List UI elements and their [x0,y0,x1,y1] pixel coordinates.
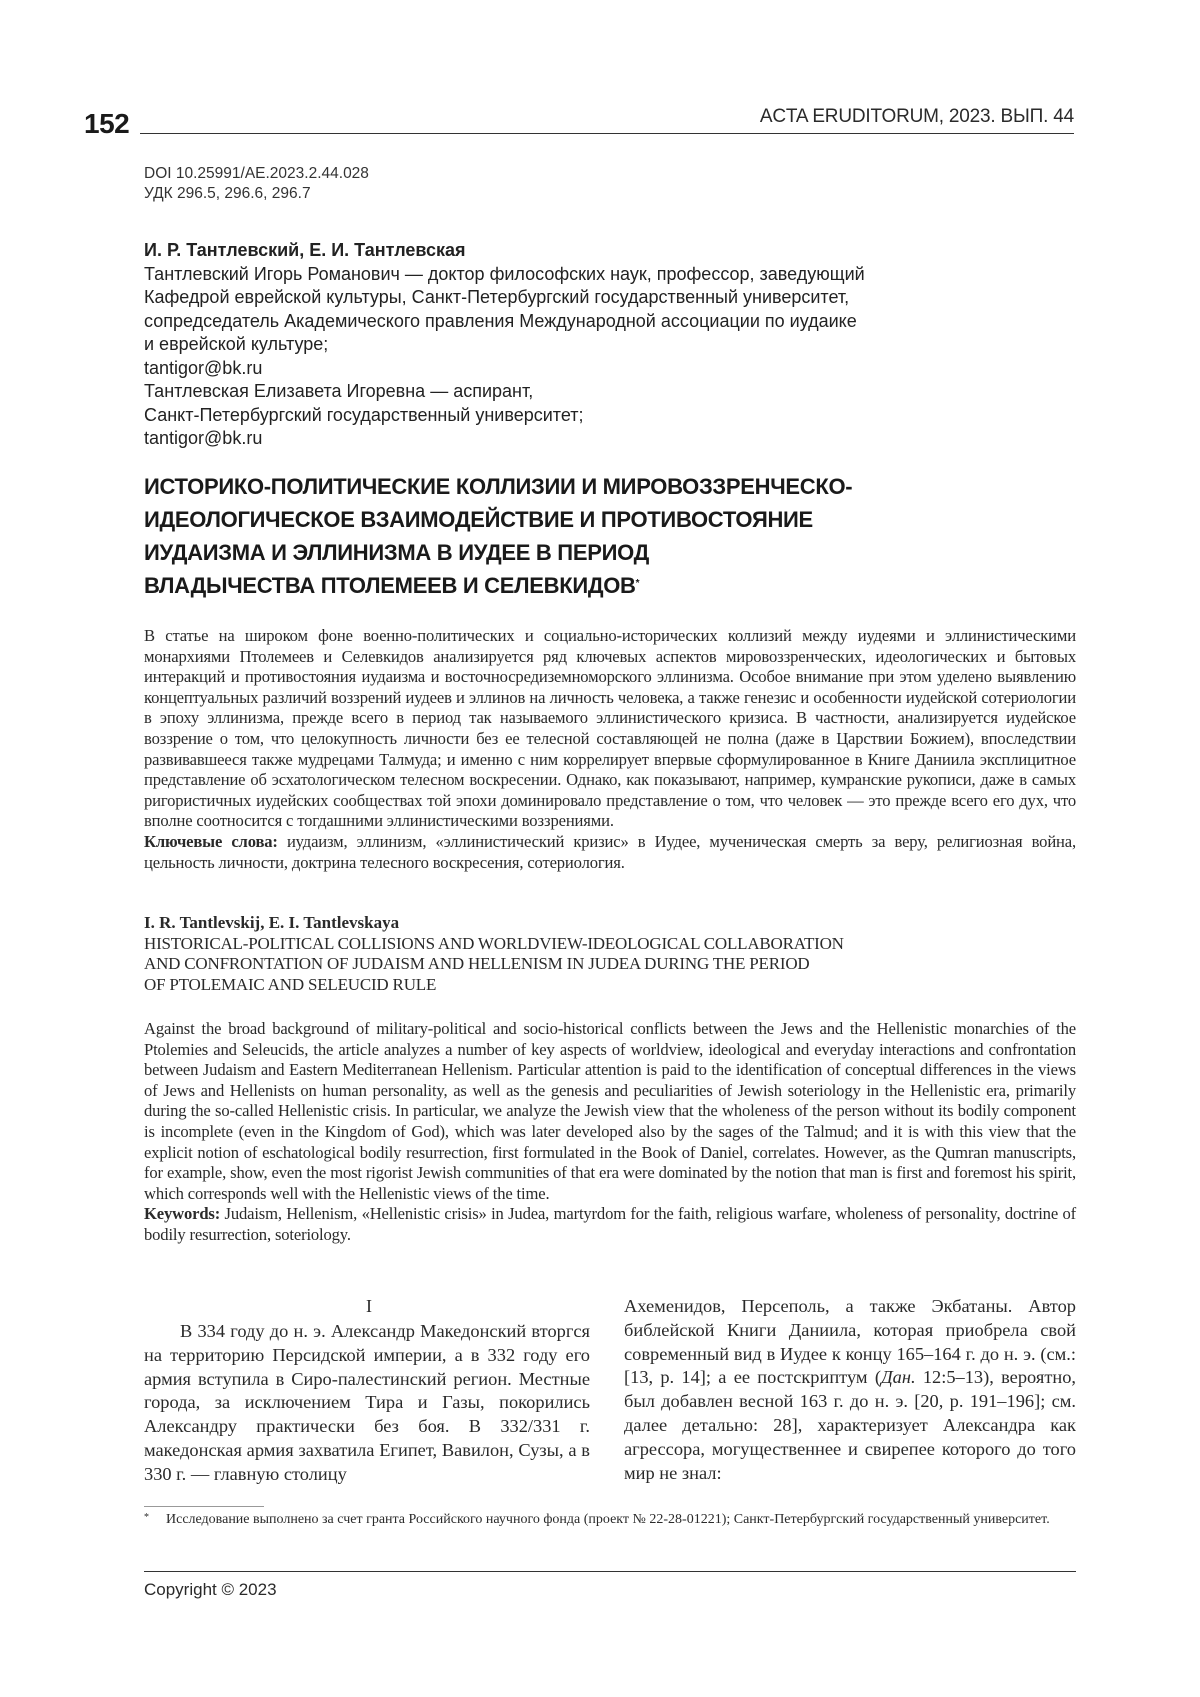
author-affiliation-line: Тантлевская Елизавета Игоревна — аспирант, [144,381,534,401]
doi: DOI 10.25991/AE.2023.2.44.028 [144,165,369,182]
title-en-line: AND CONFRONTATION OF JUDAISM AND HELLENISM IN JUDEA DURING THE PERIOD [144,954,810,974]
footnote-mark: * [144,1512,149,1523]
author-names-en: I. R. Tantlevskij, E. I. Tantlevskaya [144,913,400,932]
section-number: I [366,1296,372,1316]
keywords-en: Judaism, Hellenism, «Hellenistic crisis» in Judea, martyrdom for the faith, religious warfare, wholeness of personality, doctrine of bodily resurrection, soteriology. [144,1204,1076,1244]
copyright: Copyright © 2023 [144,1580,277,1599]
author-email[interactable]: tantigor@bk.ru [144,357,263,378]
title-line: ВЛАДЫЧЕСТВА ПТОЛЕМЕЕВ И СЕЛЕВКИДОВ [144,573,636,598]
running-head [84,104,1074,144]
title-line: ИУДАИЗМА И ЭЛЛИНИЗМА В ИУДЕЕ В ПЕРИОД [144,540,649,565]
title-line: ИДЕОЛОГИЧЕСКОЕ ВЗАИМОДЕЙСТВИЕ И ПРОТИВОСТОЯНИЕ [144,507,813,532]
footnote-text: Исследование выполнено за счет гранта Российского научного фонда (проект № 22-28-01221); Санкт-Петербургский государственный университет. [166,1512,1050,1527]
author-names-ru: И. Р. Тантлевский, Е. И. Тантлевская [144,240,466,260]
body-paragraph: В 334 году до н. э. Александр Македонский вторгся на территорию Персидской империи, а в 332 году его армия вступила в Сиро-палестинский регион. Местные города, за исключением Тира и Газы, покорились Александру практически без боя. В 332/331 г. македонская армия захватила Египет, Вавилон, Сузы, а в 330 г. — главную столицу [144,1321,590,1484]
journal-title: ACTA ERUDITORUM, 2023. ВЫП. 44 [759,106,1074,127]
body-paragraph: Ахеменидов, Персеполь, а также Экбатаны. Автор библейской Книги Даниила, которая приобрела свой современный вид в Иудее к концу 165–164 г. до н. э. (см.: [13, p. 14]; а ее постскриптум (Дан. 12:5–13), вероятно, был добавлен весной 163 г. до н. э. [20, p. 191–196]; см. далее детально: 28], характеризует Александра как агрессора, могущественнее и свирепее которого до того мир не знал: [624,1296,1076,1483]
author-affiliation-line: сопредседатель Академического правления Международной ассоциации по иудаике [144,310,857,331]
author-affiliation-line: Санкт-Петербургский государственный университет; [144,404,584,425]
title-en-line: HISTORICAL-POLITICAL COLLISIONS AND WORLDVIEW-IDEOLOGICAL COLLABORATION [144,933,844,953]
article-title-ru [144,470,1044,602]
footnote-marker[interactable]: * [635,578,640,589]
author-affiliation-line: Тантлевский Игорь Романович — доктор философских наук, профессор, заведующий [144,263,865,284]
english-header [144,913,1076,995]
author-affiliation-line: Кафедрой еврейской культуры, Санкт-Петербургский государственный университет, [144,287,850,307]
abstract-en-text: Against the broad background of military-political and socio-historical conflicts between the Jews and the Hellenistic monarchies of the Ptolemies and Seleucids, the article analyzes a number of key aspects of worldview, ideological and everyday interactions and confrontation between Judaism and Eastern Mediterranean Hellenism. Particular attention is paid to the identification of conceptual differences in the views of Jews and Hellenists on human personality, as well as the genesis and peculiarities of Jewish soteriology in the Hellenistic era, primarily during the so-called Hellenistic crisis. In particular, we analyze the Jewish view that the wholeness of the person without its bodily component is incomplete (even in the Kingdom of God), which was later developed also by the sages of the Talmud; and it is with this view that the explicit notion of eschatological bodily resurrection, first formulated in the Book of Daniel, correlates. However, as the Qumran manuscripts, for example, show, even the most rigorist Jewish communities of that era were dominated by the notion that man is first and foremost his spirit, which corresponds well with the Hellenistic views of the time. [144,1019,1076,1203]
udk: УДК 296.5, 296.6, 296.7 [144,185,311,202]
footnote [144,1510,1076,1530]
article-meta [144,164,369,204]
body-column-left [144,1320,590,1487]
title-line: ИСТОРИКО-ПОЛИТИЧЕСКИЕ КОЛЛИЗИИ И МИРОВОЗЗРЕНЧЕСКО- [144,474,853,499]
author-email[interactable]: tantigor@bk.ru [144,428,263,448]
page-number: 152 [84,108,130,139]
keywords-label-en: Keywords: [144,1204,221,1224]
citation-abbrev: Дан. [880,1367,916,1388]
abstract-ru-text: В статье на широком фоне военно-политических и социально-исторических коллизий между иудеями и эллинистическими монархиями Птолемеев и Селевкидов анализируется ряд ключевых аспектов мировоззренческих, идеологических и бытовых интеракций и противостояния иудаизма и восточносредиземноморского эллинизма. Особое внимание при этом уделено выявлению концептуальных различий воззрений иудеев и эллинов на личность человека, а также генезис и особенности иудейской сотериологии в эпоху эллинизма, прежде всего в период так называемого эллинистического кризиса. В частности, анализируется иудейское воззрение о том, что целокупность личности без ее телесной составляющей не полна (даже в Царствии Божием), впоследствии развивавшееся также мудрецами Талмуда; и именно с ним коррелирует впервые сформулированное в Книге Даниила эксплицитное представление об эсхатологическом телесном воскресении. Однако, как показывают, например, кумранские рукописи, даже в самых ригористичных иудейских сообществах той эпохи доминировало представление о том, что человек — это прежде всего его дух, что вполне соотносится с тогдашними эллинистическими воззрениями. [144,626,1076,831]
author-affiliation-line: и еврейской культуре; [144,334,329,354]
body-column-right [624,1295,1076,1485]
footer-rule [144,1571,1076,1572]
abstract-en [144,1019,1076,1246]
abstract-ru [144,626,1076,873]
authors-ru [144,239,984,451]
footnote-rule [144,1506,264,1507]
keywords-label-ru: Ключевые слова: [144,831,278,851]
header-rule [140,133,1074,134]
keywords-ru: иудаизм, эллинизм, «эллинистический кризис» в Иудее, мученическая смерть за веру, религиозная война, цельность личности, доктрина телесного воскресения, сотериология. [144,831,1076,872]
title-en-line: OF PTOLEMAIC AND SELEUCID RULE [144,974,437,994]
